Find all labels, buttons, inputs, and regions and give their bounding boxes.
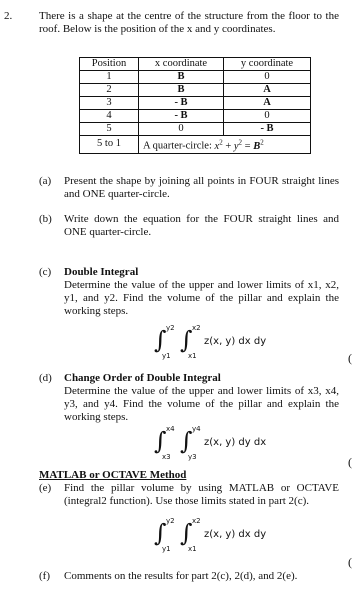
limit-x2: x2 [192,324,201,332]
limit-y2: y2 [166,324,175,332]
table-cell: A [224,84,311,97]
table-row [80,84,311,97]
coordinates-table [79,57,311,154]
integral-sign-outer: ∫ [154,519,167,547]
part-d-title: Change Order of Double Integral [64,372,221,384]
table-cell: 5 [80,123,139,136]
table-cell: - B [139,97,224,110]
integrand-d: z(x, y) dy dx [204,437,267,448]
table-cell: 0 [224,110,311,123]
quarter-circle-equation: $x^2 + y^2 = B^2$ [214,138,264,152]
part-a-label: (a) [39,175,52,187]
integral-sign-inner: ∫ [180,326,193,354]
part-b-text: Write down the equation for the FOUR straight lines and ONE quarter-circle. [64,213,339,238]
part-f-text: Comments on the results for part 2(c), 2(d), and 2(e). [64,570,298,582]
integral-sign-inner: ∫ [180,519,193,547]
question-number: 2. [4,10,13,22]
limit-y3: y3 [188,453,197,461]
table-row [80,136,311,154]
matlab-heading: MATLAB or OCTAVE Method [39,469,187,481]
part-e-label: (e) [39,482,52,494]
part-a-text: Present the shape by joining all points in FOUR straight lines and ONE quarter-circle. [64,175,339,200]
table-header: Position [80,58,139,71]
table-row [80,71,311,84]
table-cell: 5 to 1 [80,136,139,154]
limit-y1: y1 [162,352,171,360]
table-header-row [80,58,311,71]
margin-mark: ( [348,555,352,569]
table-cell: A [224,97,311,110]
limit-x4: x4 [166,425,175,433]
limit-x1: x1 [188,545,197,553]
table-cell: B [139,71,224,84]
table-row [80,97,311,110]
table-cell: - B [224,123,311,136]
quarter-circle-label: A quarter-circle: [143,140,215,152]
margin-mark: ( [348,455,352,469]
limit-y4: y4 [192,425,201,433]
integral-sign-outer: ∫ [154,427,167,455]
table-cell: - B [139,110,224,123]
table-cell: B [139,84,224,97]
table-cell: 4 [80,110,139,123]
integral-e [154,515,274,555]
question-intro: There is a shape at the centre of the structure from the floor to the roof. Below is the position of the x and y coordinates. [39,10,339,35]
table-cell: 3 [80,97,139,110]
limit-y2: y2 [166,517,175,525]
integral-sign-inner: ∫ [180,427,193,455]
part-f-label: (f) [39,570,50,582]
limit-x2: x2 [192,517,201,525]
table-cell: 0 [224,71,311,84]
part-d-label: (d) [39,372,52,384]
part-e-text: Find the pillar volume by using MATLAB or OCTAVE (integral2 function). Use those limits stated in part 2(c). [64,482,339,507]
limit-x3: x3 [162,453,171,461]
part-b-label: (b) [39,213,52,225]
table-row [80,110,311,123]
limit-y1: y1 [162,545,171,553]
integral-sign-outer: ∫ [154,326,167,354]
integrand-c: z(x, y) dx dy [204,336,267,347]
part-c-label: (c) [39,266,52,278]
table-header: x coordinate [139,58,224,71]
table-row [80,123,311,136]
table-cell: 0 [139,123,224,136]
table-header: y coordinate [224,58,311,71]
table-cell: 1 [80,71,139,84]
integral-d [154,423,274,463]
margin-mark: ( [348,351,352,365]
part-c-text: Determine the value of the upper and lower limits of x1, x2, y1, and y2. Find the volume of the pillar and explain the working steps. [64,279,339,317]
integral-c [154,322,274,362]
limit-x1: x1 [188,352,197,360]
quarter-circle-cell [139,136,311,154]
part-d-text: Determine the value of the upper and lower limits of x3, x4, y3, and y4. Find the volume of the pillar and explain the working steps. [64,385,339,423]
integrand-e: z(x, y) dx dy [204,529,267,540]
table-cell: 2 [80,84,139,97]
part-c-title: Double Integral [64,266,139,278]
